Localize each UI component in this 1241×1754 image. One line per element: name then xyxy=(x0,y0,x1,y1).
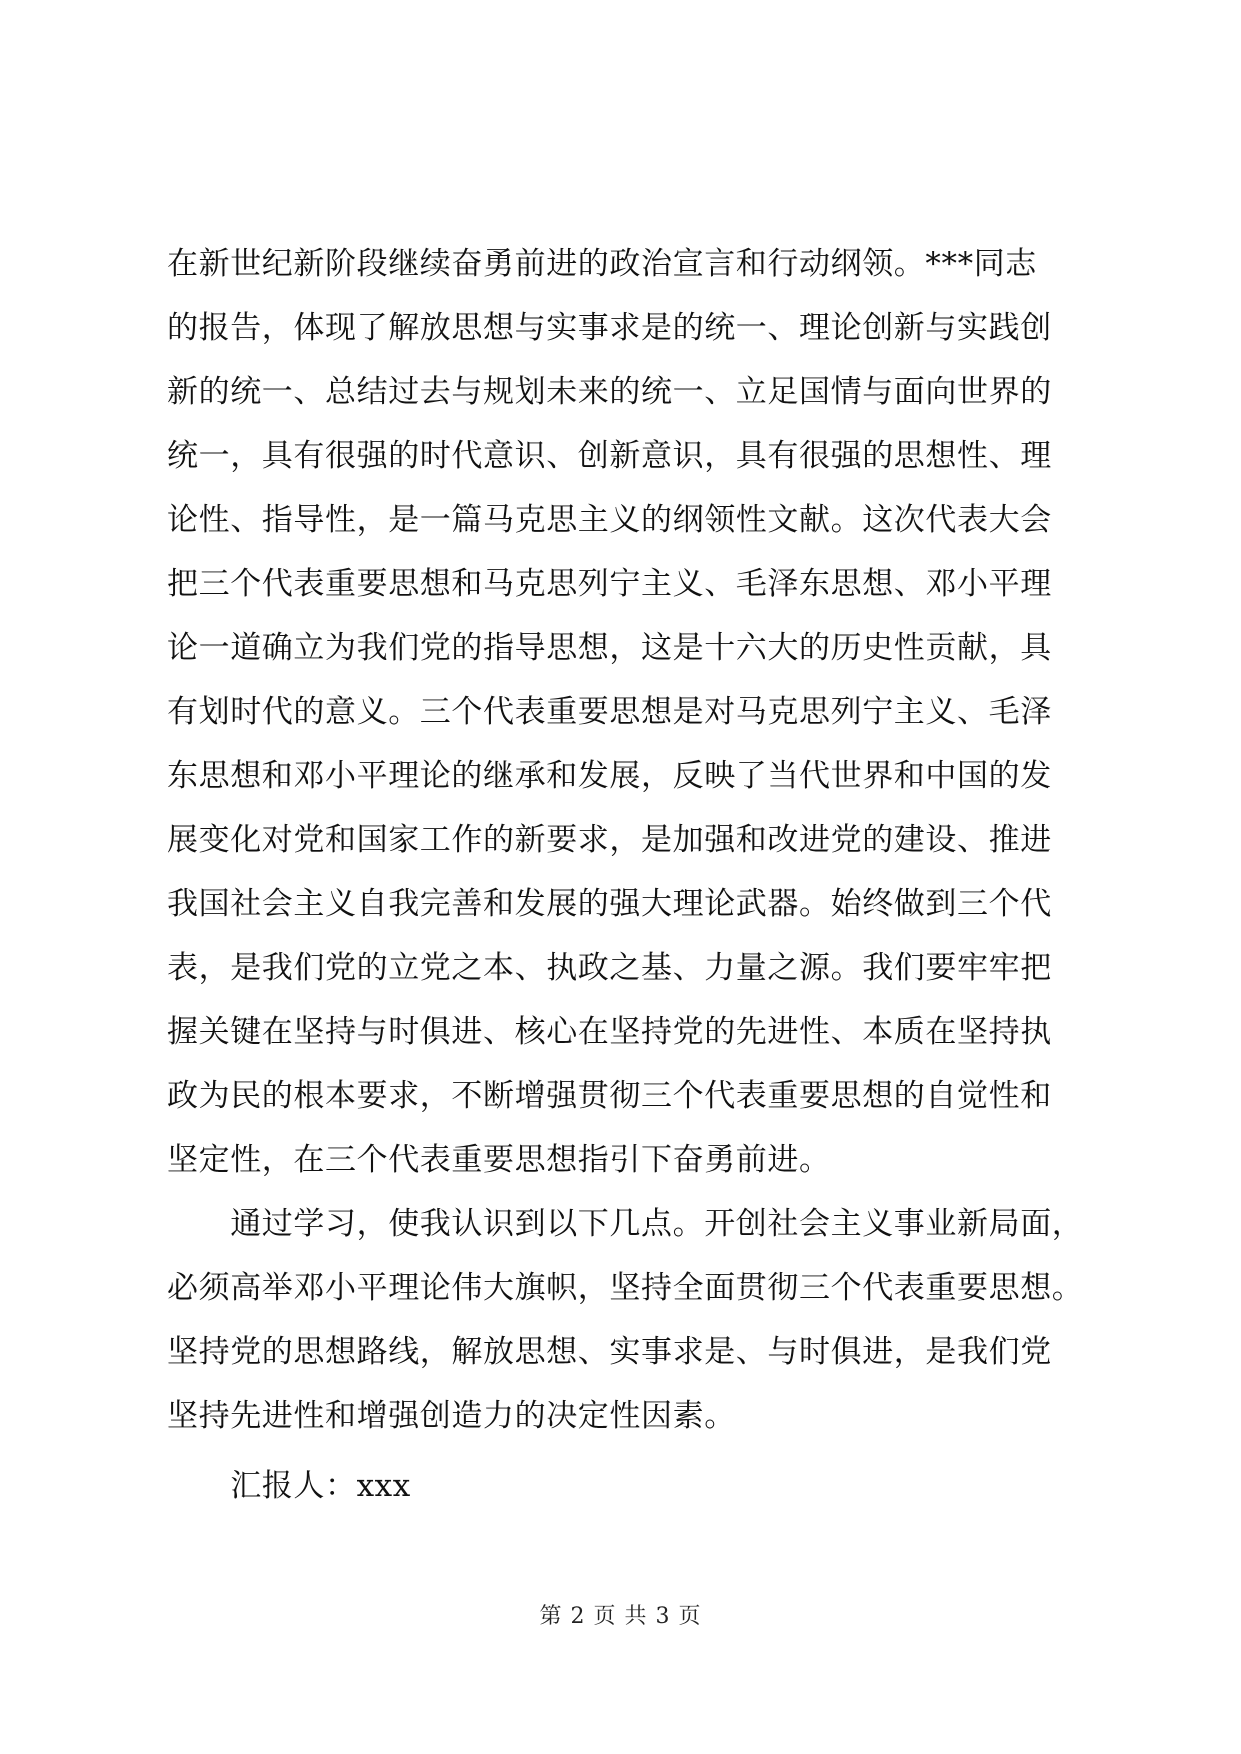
text-line: 统一，具有很强的时代意识、创新意识，具有很强的思想性、理 xyxy=(167,438,1052,474)
page-indicator: 第 2 页 共 3 页 xyxy=(539,1604,702,1629)
text-line: 东思想和邓小平理论的继承和发展，反映了当代世界和中国的发 xyxy=(167,758,1052,794)
text-line: 必须高举邓小平理论伟大旗帜，坚持全面贯彻三个代表重要思想。 xyxy=(167,1270,1084,1306)
text-line: 在新世纪新阶段继续奋勇前进的政治宣言和行动纲领。***同志 xyxy=(167,246,1037,282)
text-line: 论性、指导性，是一篇马克思主义的纲领性文献。这次代表大会 xyxy=(167,502,1052,538)
text-line: 通过学习，使我认识到以下几点。开创社会主义事业新局面， xyxy=(167,1206,1084,1242)
text-line: 的报告，体现了解放思想与实事求是的统一、理论创新与实践创 xyxy=(167,310,1052,346)
text-line: 我国社会主义自我完善和发展的强大理论武器。始终做到三个代 xyxy=(167,886,1052,922)
text-line: 政为民的根本要求，不断增强贯彻三个代表重要思想的自觉性和 xyxy=(167,1078,1052,1114)
text-line: 表，是我们党的立党之本、执政之基、力量之源。我们要牢牢把 xyxy=(167,950,1052,986)
paragraph-2 xyxy=(167,1192,1087,1448)
text-line: 坚定性，在三个代表重要思想指引下奋勇前进。 xyxy=(167,1142,831,1178)
text-line: 把三个代表重要思想和马克思列宁主义、毛泽东思想、邓小平理 xyxy=(167,566,1052,602)
reporter-line: 汇报人：xxx xyxy=(167,1468,411,1504)
text-line: 新的统一、总结过去与规划未来的统一、立足国情与面向世界的 xyxy=(167,374,1052,410)
text-line: 坚持先进性和增强创造力的决定性因素。 xyxy=(167,1398,736,1434)
text-line: 有划时代的意义。三个代表重要思想是对马克思列宁主义、毛泽 xyxy=(167,694,1052,730)
text-line: 展变化对党和国家工作的新要求，是加强和改进党的建设、推进 xyxy=(167,822,1052,858)
text-line: 握关键在坚持与时俱进、核心在坚持党的先进性、本质在坚持执 xyxy=(167,1014,1052,1050)
document-body xyxy=(167,232,1087,1518)
page-footer xyxy=(0,1602,1241,1632)
text-line: 论一道确立为我们党的指导思想，这是十六大的历史性贡献，具 xyxy=(167,630,1052,666)
text-line: 坚持党的思想路线，解放思想、实事求是、与时俱进，是我们党 xyxy=(167,1334,1052,1370)
paragraph-1 xyxy=(167,232,1087,1192)
